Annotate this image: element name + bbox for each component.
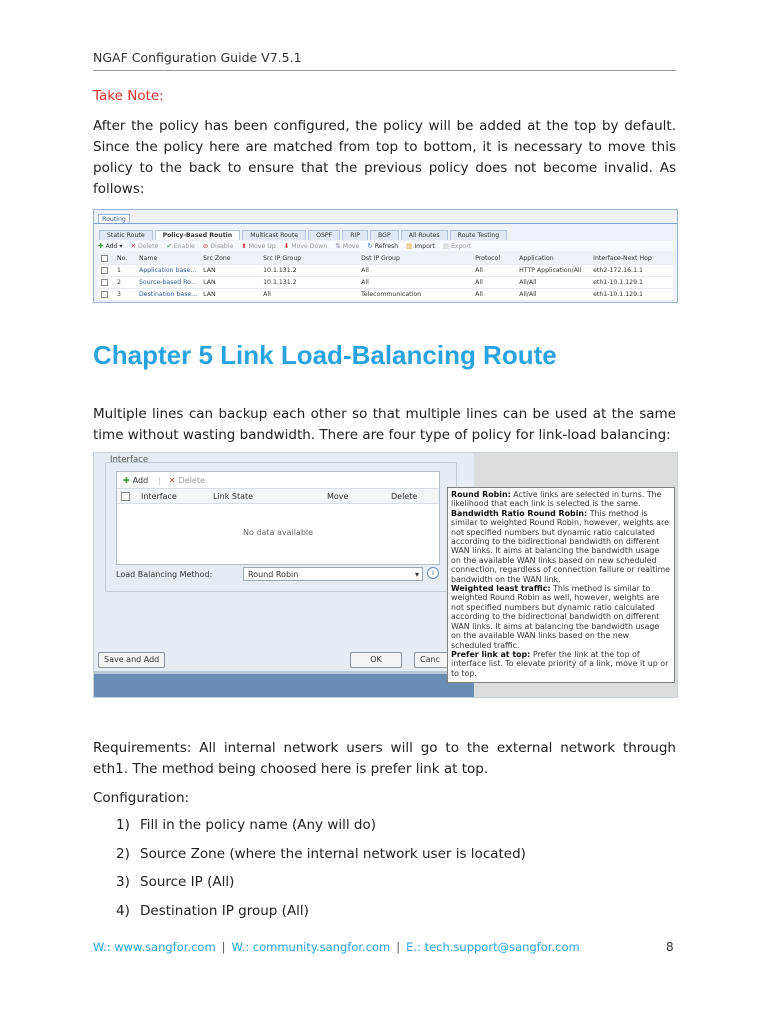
cell-src-zone: LAN bbox=[200, 277, 260, 289]
routing-tab-bar bbox=[94, 223, 677, 224]
cell-dst-ip: All bbox=[358, 265, 472, 277]
close-icon: ✕ bbox=[130, 242, 136, 250]
lb-method-select[interactable] bbox=[243, 567, 423, 581]
enable-button[interactable]: ✔ Enable bbox=[166, 242, 195, 250]
requirements-text: Requirements: All internal network users will go to the external network through eth1. The method being choosed here is prefer link at top. bbox=[93, 740, 676, 777]
cell-name-link[interactable]: Source-based Ro... bbox=[136, 277, 200, 289]
select-all-checkbox[interactable] bbox=[117, 492, 141, 501]
col-link-state[interactable]: Link State bbox=[213, 491, 254, 501]
add-interface-button[interactable]: ✚ Add bbox=[123, 475, 149, 485]
export-icon: ▤ bbox=[442, 242, 450, 250]
cancel-button[interactable]: Canc bbox=[414, 652, 466, 668]
cell-src-ip: 10.1.131.2 bbox=[260, 265, 358, 277]
tab-rip[interactable]: RIP bbox=[342, 230, 368, 240]
prefer-link-top-text: Prefer the link at the top of interface list. To elevate priority of a link, move it up or to top. bbox=[451, 649, 669, 678]
table-row[interactable] bbox=[98, 277, 673, 289]
info-icon[interactable]: i bbox=[427, 567, 439, 579]
col-interface[interactable]: Interface bbox=[141, 491, 177, 501]
list-item: 3) Source IP (All) bbox=[116, 874, 235, 890]
footer-website[interactable]: W.: www.sangfor.com bbox=[93, 940, 216, 954]
round-robin-title: Round Robin: bbox=[451, 490, 511, 499]
configuration-label: Configuration: bbox=[93, 790, 190, 806]
table-header bbox=[98, 253, 673, 265]
move-button[interactable]: ⇅ Move bbox=[335, 242, 360, 250]
interface-screenshot bbox=[93, 452, 678, 698]
row-checkbox[interactable] bbox=[98, 265, 114, 277]
cell-src-ip: 10.1.131.2 bbox=[260, 277, 358, 289]
cell-src-zone: LAN bbox=[200, 265, 260, 277]
move-icon: ⇅ bbox=[335, 242, 341, 250]
weighted-least-traffic-title: Weighted least traffic: bbox=[451, 584, 551, 594]
move-up-button[interactable]: ⬆ Move Up bbox=[241, 242, 276, 250]
col-no[interactable]: No. bbox=[114, 253, 136, 265]
bandwidth-ratio-title: Bandwidth Ratio Round Robin: bbox=[451, 508, 588, 518]
tab-static-route[interactable]: Static Route bbox=[99, 230, 153, 240]
add-button[interactable]: ✚ Add ▾ bbox=[98, 242, 123, 250]
cell-interface: eth1-10.1.129.1 bbox=[590, 289, 673, 301]
disable-icon: ⊘ bbox=[202, 242, 209, 250]
cell-no: 2 bbox=[114, 277, 136, 289]
row-checkbox[interactable] bbox=[98, 289, 114, 301]
round-robin-text: Active links are selected in turns. The likelihood that each link is selected is the same. bbox=[451, 490, 662, 509]
arrow-up-icon: ⬆ bbox=[241, 242, 247, 250]
tab-ospf[interactable]: OSPF bbox=[308, 230, 340, 240]
page-footer: W.: www.sangfor.com | W.: community.sangfor.com | E.: tech.support@sangfor.com bbox=[93, 940, 580, 954]
routing-toolbar bbox=[98, 241, 673, 251]
page-number: 8 bbox=[666, 940, 674, 954]
cell-protocol: All bbox=[472, 265, 516, 277]
ok-button[interactable]: OK bbox=[350, 652, 402, 668]
col-protocol[interactable]: Protocol bbox=[472, 253, 516, 265]
tab-multicast-route[interactable]: Multicast Route bbox=[242, 230, 306, 240]
window-bottom-bar bbox=[94, 671, 474, 697]
import-button[interactable]: ▤ Import bbox=[406, 242, 435, 250]
toolbar-divider: | bbox=[158, 475, 161, 485]
chevron-down-icon: ▾ bbox=[414, 570, 419, 579]
bandwidth-ratio-text: This method is similar to weighted Round Robin, however, weights are not specified numbers but dynamic ratio calculated according to the bidirectional bandwidth on different WAN links. It aims at balancing the bandwidth usage on the available WAN links based on new scheduled connection, regardless of connection failure or realtime bandwidth on the WAN link. bbox=[451, 508, 671, 584]
cell-no: 3 bbox=[114, 289, 136, 301]
col-name[interactable]: Name bbox=[136, 253, 200, 265]
delete-interface-button[interactable]: ✕ Delete bbox=[168, 475, 205, 485]
plus-icon: ✚ bbox=[123, 475, 130, 485]
cell-application: All/All bbox=[516, 277, 590, 289]
col-move[interactable]: Move bbox=[327, 491, 349, 501]
routing-table bbox=[98, 253, 673, 301]
routing-screenshot bbox=[93, 209, 678, 303]
footer-community[interactable]: W.: community.sangfor.com bbox=[231, 940, 391, 954]
select-all-checkbox[interactable] bbox=[98, 253, 114, 265]
col-src-ip[interactable]: Src IP Group bbox=[260, 253, 358, 265]
cell-no: 1 bbox=[114, 265, 136, 277]
interface-legend: Interface bbox=[110, 455, 149, 465]
cell-application: All/All bbox=[516, 289, 590, 301]
interface-grid-header bbox=[117, 489, 439, 504]
cell-application: HTTP Application/All bbox=[516, 265, 590, 277]
tab-bgp[interactable]: BGP bbox=[370, 230, 399, 240]
list-item: 1) Fill in the policy name (Any will do) bbox=[116, 817, 376, 833]
intro-text: Multiple lines can backup each other so that multiple lines can be used at the same time without wasting bandwidth. There are four type of policy for link-load balancing: bbox=[93, 406, 676, 443]
tab-route-testing[interactable]: Route Testing bbox=[450, 230, 508, 240]
no-data-message: No data available bbox=[242, 528, 314, 537]
header-divider bbox=[93, 70, 676, 71]
col-src-zone[interactable]: Src Zone bbox=[200, 253, 260, 265]
list-item: 2) Source Zone (where the internal network user is located) bbox=[116, 846, 526, 862]
chapter-title: Chapter 5 Link Load-Balancing Route bbox=[93, 340, 557, 370]
take-note-label: Take Note: bbox=[93, 88, 164, 104]
table-row[interactable] bbox=[98, 265, 673, 277]
cell-name-link[interactable]: Application base... bbox=[136, 265, 200, 277]
disable-button[interactable]: ⊘ Disable bbox=[202, 242, 234, 250]
col-delete[interactable]: Delete bbox=[391, 491, 418, 501]
cell-protocol: All bbox=[472, 289, 516, 301]
weighted-least-traffic-text: This method is similar to weighted Round Robin as well, however, weights are not specified numbers but dynamic ratio calculated according to the bidirectional bandwidth on different WAN links. It aims at balancing the bandwidth usage on the available WAN links based on the new scheduled traffic. bbox=[451, 584, 660, 650]
col-dst-ip[interactable]: Dst IP Group bbox=[358, 253, 472, 265]
plus-icon: ✚ bbox=[98, 242, 104, 250]
tab-all-routes[interactable]: All Routes bbox=[401, 230, 448, 240]
cell-interface: eth1-10.1.129.1 bbox=[590, 277, 673, 289]
save-and-add-button[interactable]: Save and Add bbox=[98, 652, 165, 668]
cell-src-zone: LAN bbox=[200, 289, 260, 301]
routing-tabs bbox=[99, 230, 509, 240]
table-row[interactable] bbox=[98, 289, 673, 301]
import-icon: ▤ bbox=[406, 242, 413, 250]
lb-method-label: Load Balancing Method: bbox=[116, 570, 213, 579]
check-icon: ✔ bbox=[166, 242, 172, 250]
close-icon: ✕ bbox=[168, 475, 176, 485]
take-note-text: After the policy has been configured, the policy will be added at the top by default. Since the policy here are matched from top to bottom, it is necessary to move this policy to the back to ensure that the previous policy does not become invalid. As follows: bbox=[93, 118, 676, 197]
lb-method-tooltip bbox=[447, 487, 675, 683]
arrow-down-icon: ⬇ bbox=[283, 242, 290, 250]
prefer-link-top-title: Prefer link at top: bbox=[451, 649, 531, 659]
move-down-button[interactable]: ⬇ Move Down bbox=[283, 242, 328, 250]
interface-grid bbox=[116, 471, 440, 565]
interface-toolbar bbox=[117, 472, 439, 489]
col-interface[interactable]: Interface-Next Hop bbox=[590, 253, 673, 265]
cell-src-ip: All bbox=[260, 289, 358, 301]
cell-dst-ip: Telecommunication bbox=[358, 289, 472, 301]
cell-interface: eth2-172.16.1.1 bbox=[590, 265, 673, 277]
tab-policy-based-routing[interactable]: Policy-Based Routin bbox=[155, 230, 241, 240]
cell-protocol: All bbox=[472, 277, 516, 289]
refresh-icon: ↻ bbox=[367, 242, 373, 250]
page-header: NGAF Configuration Guide V7.5.1 bbox=[93, 50, 302, 65]
delete-button[interactable]: ✕ Delete bbox=[130, 242, 159, 250]
footer-email[interactable]: E.: tech.support@sangfor.com bbox=[406, 940, 580, 954]
window-bottom-highlight bbox=[94, 671, 474, 674]
routing-top-tab[interactable]: Routing bbox=[98, 214, 130, 224]
cell-dst-ip: All bbox=[358, 277, 472, 289]
cell-name-link[interactable]: Destination base... bbox=[136, 289, 200, 301]
refresh-button[interactable]: ↻ Refresh bbox=[367, 242, 399, 250]
export-button[interactable]: ▤ Export bbox=[442, 242, 472, 250]
col-application[interactable]: Application bbox=[516, 253, 590, 265]
lb-method-value: Round Robin bbox=[248, 570, 299, 579]
row-checkbox[interactable] bbox=[98, 277, 114, 289]
list-item: 4) Destination IP group (All) bbox=[116, 903, 309, 919]
